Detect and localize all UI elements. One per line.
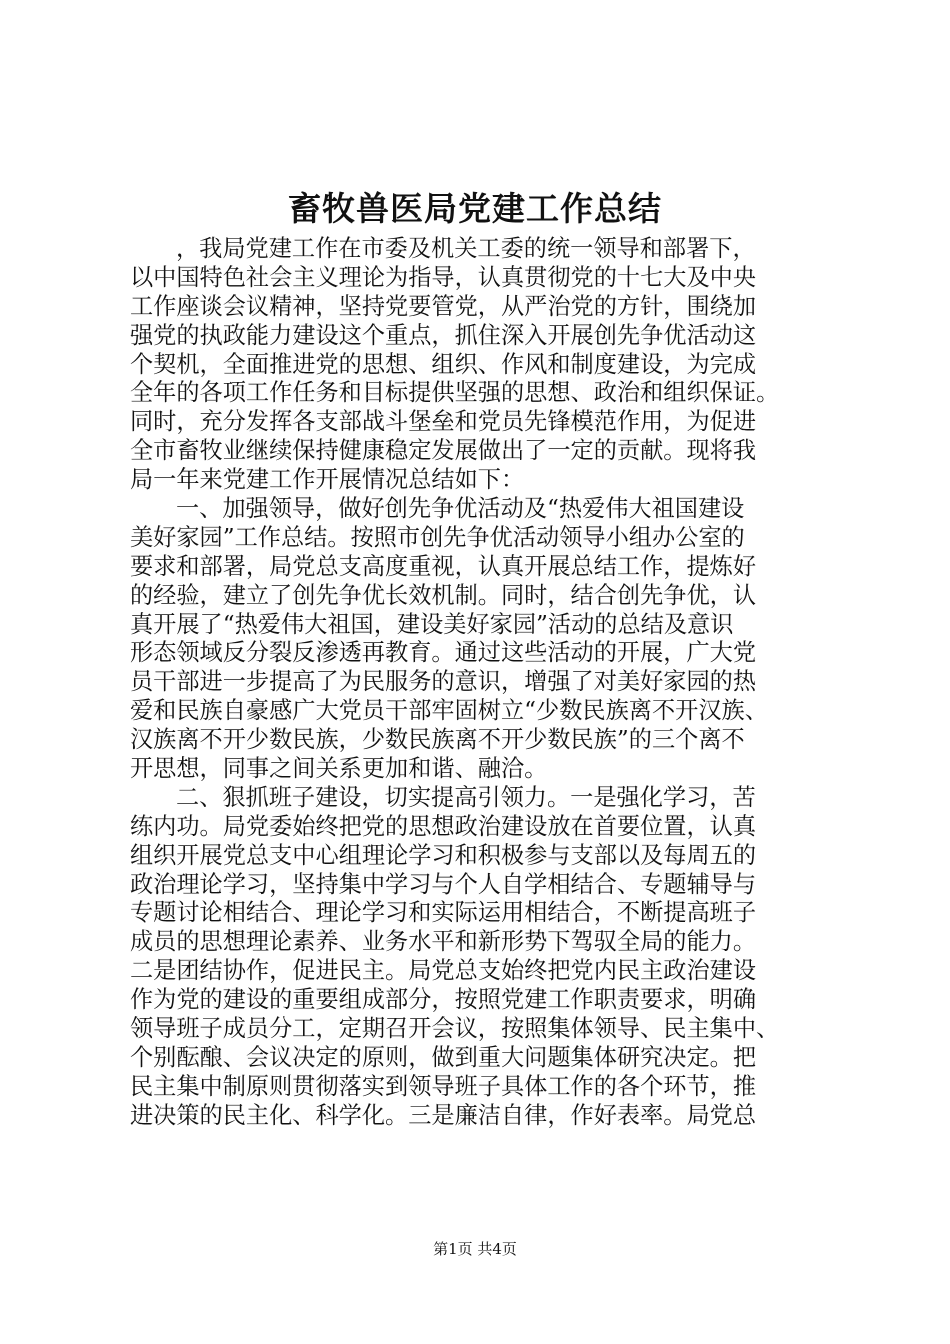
text-line: 要求和部署，局党总支高度重视，认真开展总结工作，提炼好 [130, 552, 757, 580]
text-line: 工作座谈会议精神，坚持党要管党，从严治党的方针，围绕加 [130, 292, 757, 320]
section-heading-line: 二、狠抓班子建设，切实提高引领力。一是强化学习，苦 [176, 783, 756, 811]
page-number-footer: 第1页 共4页 [433, 1240, 517, 1258]
section-heading-line: 一、加强领导，做好创先争优活动及“热爱伟大祖国建设 [176, 495, 745, 523]
text-line: 同时，充分发挥各支部战斗堡垒和党员先锋模范作用，为促进 [130, 408, 757, 436]
text-line: 强党的执政能力建设这个重点，抓住深入开展创先争优活动这 [130, 321, 757, 349]
text-line: 民主集中制原则贯彻落实到领导班子具体工作的各个环节，推 [130, 1072, 757, 1100]
text-line: 组织开展党总支中心组理论学习和积极参与支部以及每周五的 [130, 841, 757, 869]
text-line: 作为党的建设的重要组成部分，按照党建工作职责要求，明确 [130, 986, 757, 1014]
text-line: 全市畜牧业继续保持健康稳定发展做出了一定的贡献。现将我 [130, 437, 757, 465]
text-line: 练内功。局党委始终把党的思想政治建设放在首要位置，认真 [130, 812, 757, 840]
text-line: 全年的各项工作任务和目标提供坚强的思想、政治和组织保证。 [130, 379, 780, 407]
text-line: 真开展了“热爱伟大祖国，建设美好家园”活动的总结及意识 [130, 610, 734, 638]
text-line: 成员的思想理论素养、业务水平和新形势下驾驭全局的能力。 [130, 928, 757, 956]
text-line: 个别酝酿、会议决定的原则，做到重大问题集体研究决定。把 [130, 1043, 757, 1071]
text-line: 专题讨论相结合、理论学习和实际运用相结合，不断提高班子 [130, 899, 757, 927]
text-line: 政治理论学习，坚持集中学习与个人自学相结合、专题辅导与 [130, 870, 757, 898]
text-line: 爱和民族自豪感广大党员干部牢固树立“少数民族离不开汉族、 [130, 697, 768, 725]
text-line: 开思想，同事之间关系更加和谐、融洽。 [130, 755, 548, 783]
text-line: 领导班子成员分工，定期召开会议，按照集体领导、民主集中、 [130, 1015, 780, 1043]
document-title: 畜牧兽医局党建工作总结 [288, 189, 662, 228]
text-line: 形态领域反分裂反渗透再教育。通过这些活动的开展，广大党 [130, 639, 757, 667]
text-line: 美好家园”工作总结。按照市创先争优活动领导小组办公室的 [130, 523, 745, 551]
document-body [130, 235, 830, 1131]
text-line: 的经验，建立了创先争优长效机制。同时，结合创先争优，认 [130, 581, 757, 609]
text-line: 二是团结协作，促进民主。局党总支始终把党内民主政治建设 [130, 957, 757, 985]
text-line: 局一年来党建工作开展情况总结如下： [130, 466, 525, 494]
text-line: 进决策的民主化、科学化。三是廉洁自律，作好表率。局党总 [130, 1101, 757, 1129]
text-line: ，我局党建工作在市委及机关工委的统一领导和部署下， [176, 235, 756, 262]
text-line: 汉族离不开少数民族，少数民族离不开少数民族”的三个离不 [130, 726, 745, 754]
text-line: 个契机，全面推进党的思想、组织、作风和制度建设，为完成 [130, 350, 757, 378]
text-line: 员干部进一步提高了为民服务的意识，增强了对美好家园的热 [130, 668, 757, 696]
text-line: 以中国特色社会主义理论为指导，认真贯彻党的十七大及中央 [130, 263, 757, 291]
